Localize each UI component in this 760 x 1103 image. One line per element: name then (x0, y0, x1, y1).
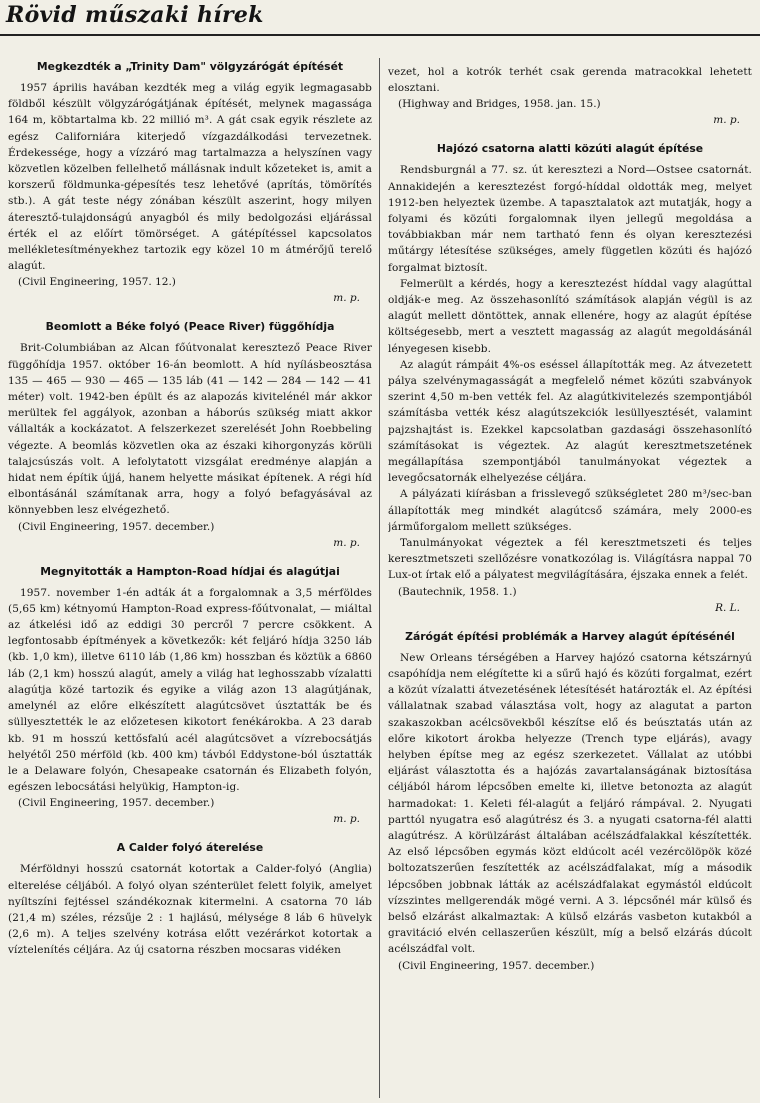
article-title: Beomlott a Béke folyó (Peace River) függőhídja (45, 320, 335, 334)
article (388, 630, 752, 980)
article-author: m. p. (333, 292, 360, 305)
article-paragraph: Felmerült a kérdés, hogy a keresztezést híddal vagy alagúttal oldják-e meg. Az összehasonlító számítások alapján végül is az alagút mellett döntöttek, annak ellenére, hogy az alagút építése költségesebb, mert a vesztett magasság az alagút megoldásánál lényegesen kisebb. (388, 277, 752, 355)
article-author: R. L. (715, 601, 740, 614)
article-title: Megkezdték a „Trinity Dam" völgyzárógát építését (36, 60, 344, 73)
article-paragraph: Mérföldnyi hosszú csatornát kotortak a Calder-folyó (Anglia) elterelése céljából. A folyó olyan szénterület felett folyik, amelyet nyíltszíni fejtéssel szándékoznak kitermelni. A csatorna 70 láb (21,4 m) széles, rézsűje 2 : 1 hajlású, mélysége 8 láb 6 hüvelyk (2,6 m). A teljes szelvény kotrása előtt vezérárkot kotortak a víztelenítés céljára. Az új csatorna részben mocsaras vidéken (8, 863, 372, 957)
article-author: m. p. (713, 114, 740, 127)
article-paragraph: vezet, hol a kotrók terhét csak gerenda matracokkal lehetett elosztani. (388, 66, 752, 95)
article (388, 64, 752, 128)
article-title: Hajózó csatorna alatti közúti alagút építése (436, 142, 704, 156)
article-spacer (388, 974, 752, 980)
article-author: m. p. (333, 813, 360, 826)
article-author: m. p. (333, 536, 360, 549)
article (8, 841, 372, 964)
left-column (8, 60, 372, 1100)
article-paragraph: 1957. november 1-én adták át a forgalomnak a 3,5 mérföldes (5,65 km) kétnyomú Hampton-Road express-főútvonalat, — miáltal az átkelési idő az eddigi 30 percről 7 percre csökkent. A legfontosabb építmények a következők: két feljáró hídja 3250 láb (kb. 1,0 km), illetve 6110 láb (1,86 km) hosszban és köztük a 6860 láb (2,1 km) hosszú alagút, amely a világ hat leghosszabb vízalatti alagútja közé tartozik és egyike a világ azon 13 alagútjának, amelynél az előre elkészített alagútcsövet úsztatták be és süllyesztették le az előzetesen kikotort fenékárokba. A 23 darab kb. 91 m hosszú kettősfalú acél alagútcsövet a vízrebocsátjás helyétől 250 mérföld (kb. 400 km) távból Eddystone-ból úsztatták le a Delaware folyón, Chesapeake csatornán és Elizabeth folyón, egészen lebocsátási helyükig, Hampton-ig. (8, 586, 372, 794)
article (8, 60, 372, 306)
article-title: A Calder folyó áterelése (116, 841, 264, 855)
article-source: (Bautechnik, 1958. 1.) (398, 585, 517, 598)
column-divider (379, 58, 380, 1098)
article-source: (Civil Engineering, 1957. december.) (18, 520, 215, 533)
article-title: Zárógát építési problémák a Harvey alagút építésénél (405, 629, 735, 643)
article-title: Megnyitották a Hampton-Road hídjai és alagútjai (40, 564, 340, 578)
article-source: (Highway and Bridges, 1958. jan. 15.) (398, 98, 601, 111)
article-source: (Civil Engineering, 1957. 12.) (18, 276, 176, 289)
section-title: Rövid műszaki hírek (6, 2, 264, 28)
article-paragraph: Tanulmányokat végeztek a fél keresztmetszeti és teljes keresztmetszeti szellőzésre vonatkozólag is. Világításra nappal 70 Lux-ot írtak elő a pályatest megvilágítására, éjszaka ennek a felét. (388, 537, 752, 582)
article-paragraph: A pályázati kiírásban a frisslevegő szükségletet 280 m³/sec-ban állapították meg mindkét alagútcső számára, mely 2000-es járműforgalom mellett szükséges. (388, 488, 752, 533)
article (8, 320, 372, 550)
article-paragraph: 1957 április havában kezdték meg a világ egyik legmagasabb földből készült völgyzárógátjának építését, melynek magassága 164 m, köbtartalma kb. 22 millió m³. A gát csak egyik részlete az egész Californiára kiterjedő vízgazdálkodási tervezetnek. Érdekessége, hogy a vízzáró mag tartalmazza a helyszínen vagy közvetlen közelben fellelhető mállásnak indult kőzeteket is, amit a korszerű földmunka-gépesítés tesz lehetővé (aprítás, tömörítés stb.). A gát teste négy zónában készült aszerint, hogy milyen áteresztő-tulajdonságú anyagból és mily bedolgozási eljárással érték el az előírt tömörséget. A gátépítéssel kapcsolatos mellékletesítményekhez tartozik egy közel 10 m átmérőjű terelő alagút. (8, 82, 372, 273)
title-rule (0, 34, 760, 36)
article (8, 565, 372, 828)
article-source: (Civil Engineering, 1957. december.) (398, 959, 595, 972)
right-column (388, 64, 752, 1100)
article-spacer (8, 959, 372, 965)
article-source: (Civil Engineering, 1957. december.) (18, 797, 215, 810)
article-paragraph: New Orleans térségében a Harvey hajózó csatorna kétszárnyú csapóhídja nem elégítette ki a sűrű hajó és közúti forgalmat, ezért a közút vízalatti átvezetésének létesítését határozták el. Az építési vállalatnak szabad választása volt, hogy az alagutat a parton szakaszokban acélcsövekből készítse elő és beúsztatás után az előre kikotort árokba helyezze (Trench type eljárás), avagy helyben építse meg az egész szerkezetet. Vállalat az utóbbi eljárást választotta és a hajózás zavartalanságának biztosítása céljából három lépcsőben emelte ki, illetve betonozta az alagút harmadokat: 1. Keleti fél-alagút a feljáró rámpával. 2. Nyugati parttól nyugatra eső alagútrész és 3. a nyugati csatorna-fél alatti alagútrész. A körülzárást általában acélszádfalakkal készítették. Az első lépcsőben egymás közt eldúcolt acél vezércölöpök közé boltozatszerűen feszítették az acélszádfalakat, míg a második lépcsőben jobbnak látták az acélszádfalakat egymástól eldúcolt vízszintes mellgerendák mögé verni. A 3. lépcsőnél már külső és belső elzárást alkalmaztak: A külső elzárás vasbeton kutakból a gravitáció elvén cellaszerűen készült, míg a belső elzárás dúcolt acélszádfal volt. (388, 651, 752, 956)
article-paragraph: Rendsburgnál a 77. sz. út keresztezi a Nord—Ostsee csatornát. Annakidején a keresztezést forgó-híddal oldották meg, melyet 1912-ben helyeztek üzembe. A tapasztalatok azt mutatják, hogy a folyami és közúti forgalomnak ilyen jellegű megoldása a továbbiakban már nem tartható fenn és olyan keresztezési műtárgy létesítése szükséges, amely független közúti és hajózó forgalmat biztosít. (388, 164, 752, 274)
article-paragraph: Brit-Columbiában az Alcan főútvonalat keresztező Peace River függőhídja 1957. október 16-án beomlott. A híd nyílásbeosztása 135 — 465 — 930 — 465 — 135 láb (41 — 142 — 284 — 142 — 41 méter) volt. 1942-ben épült és az alapozás kivitelénél már akkor merültek fel aggályok, azonban a háborús szükség miatt akkor vállalták a kockázatot. A felszerkezet szerelését John Roebbeling végezte. A beomlás közvetlen oka az északi kihorgonyzás körüli talajcsúszás volt. A lefolytatott vizsgálat eredménye alapján a hidat nem építik újjá, hanem helyette másikat építenek. A régi híd elbontásánál számítanak arra, hogy a folyó befagyásával az könnyebben lesz elvégezhető. (8, 342, 372, 517)
article (388, 142, 752, 615)
article-paragraph: Az alagút rámpáit 4%-os eséssel állapították meg. Az átvezetett pálya szelvénymagasságát a megfelelő német közúti szabványok szerint 4,50 m-ben vették fel. Az alagútkivitelezés szempontjából számításba vették kész alagútszekciók lesüllyesztését, valamint pajzshajtást is. Ezekkel kapcsolatban gazdasági összehasonlító számításokat is végeztek. Az alagút keresztmetszetének megállapítása szempontjából tanulmányokat végeztek a levegőcsatornák elhelyezése céljára. (388, 358, 752, 485)
